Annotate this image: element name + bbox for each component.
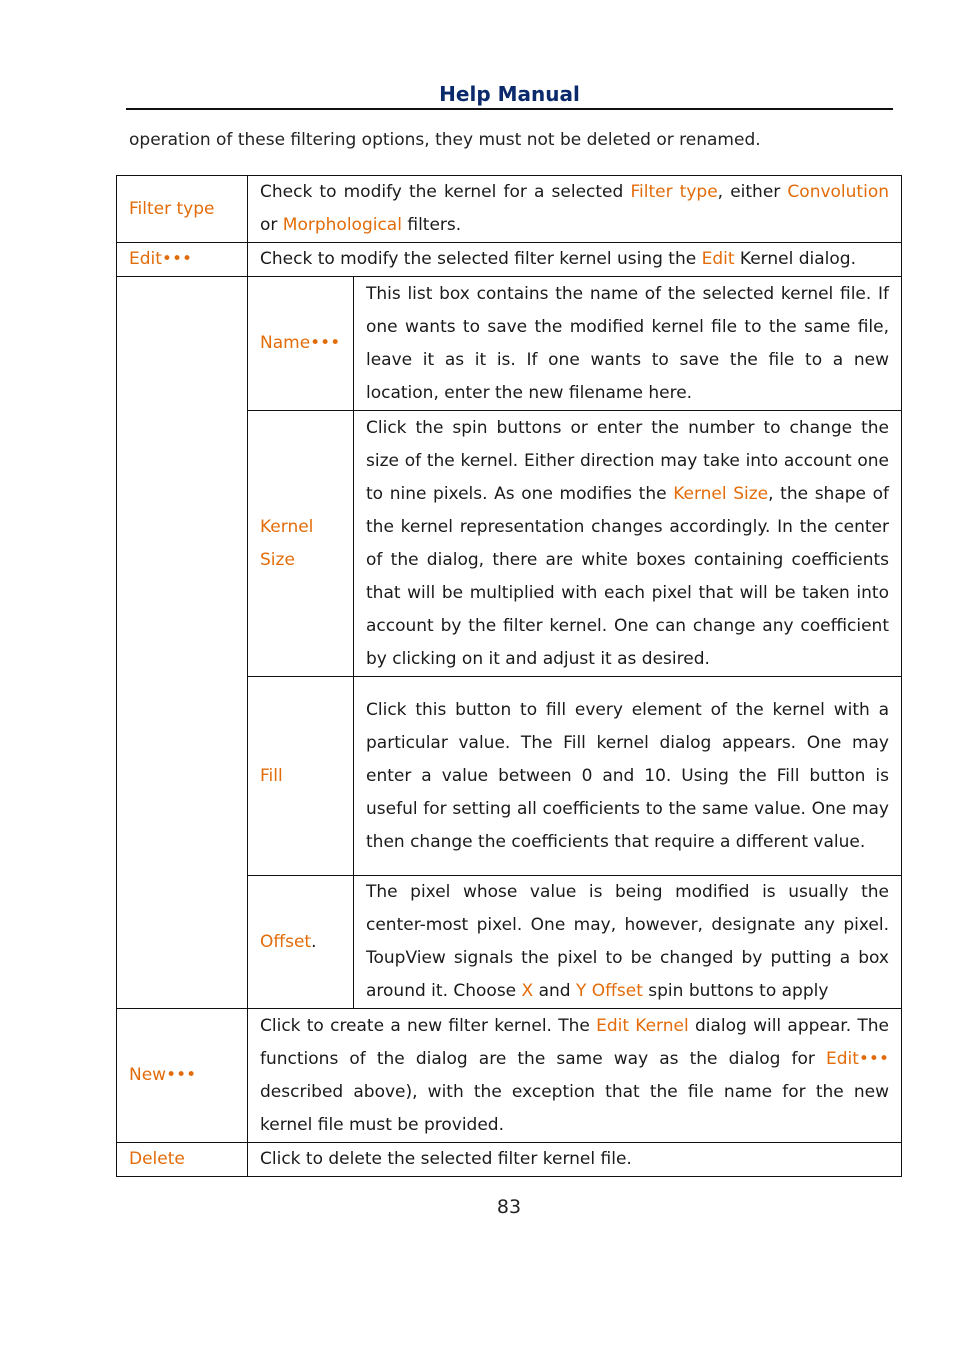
page-header-title: Help Manual bbox=[439, 82, 580, 106]
table-row-name bbox=[117, 277, 902, 411]
term-kernel-size: Kernel Size bbox=[248, 411, 354, 677]
desc-kernel-size: Click the spin buttons or enter the number to change the size of the kernel. Either direction may take into account one to nine pixels. As one modifies the Kernel Size, the shape of the kernel representation changes accordingly. In the center of the dialog, there are white boxes containing coefficients that will be multiplied with each pixel that will be taken into account by the filter kernel. One can change any coefficient by clicking on it and adjust it as desired. bbox=[354, 411, 902, 677]
term-fill: Fill bbox=[248, 677, 354, 876]
table-row-delete bbox=[117, 1143, 902, 1177]
link-kernel-size: Kernel Size bbox=[673, 483, 769, 504]
intro-paragraph: operation of these filtering options, they must not be deleted or renamed. bbox=[129, 130, 761, 150]
desc-delete: Click to delete the selected filter kernel file. bbox=[248, 1143, 902, 1177]
term-new: New••• bbox=[117, 1009, 248, 1143]
table-row-filter-type bbox=[117, 176, 902, 243]
desc-new: Click to create a new filter kernel. The Edit Kernel dialog will appear. The functions of the dialog are the same way as the dialog for Edit••• described above), with the exception that the file name for the new kernel file must be provided. bbox=[248, 1009, 902, 1143]
header-divider bbox=[126, 108, 893, 110]
link-edit: Edit bbox=[701, 249, 735, 269]
link-edit-dots: Edit••• bbox=[825, 1048, 889, 1069]
link-y-offset: Y Offset bbox=[576, 981, 643, 1001]
table-row-new bbox=[117, 1009, 902, 1143]
term-delete: Delete bbox=[117, 1143, 248, 1177]
kernel-options-table bbox=[116, 175, 902, 1177]
desc-offset: The pixel whose value is being modified is usually the center-most pixel. One may, however, designate any pixel. ToupView signals the pixel to be changed by putting a box around it. Choose X and Y Offset spin buttons to apply bbox=[354, 876, 902, 1009]
link-convolution: Convolution bbox=[787, 182, 889, 202]
page-number: 83 bbox=[496, 1196, 522, 1218]
edit-suboptions-spacer bbox=[117, 277, 248, 1009]
desc-fill: Click this button to fill every element of the kernel with a particular value. The Fill kernel dialog appears. One may enter a value between 0 and 10. Using the Fill button is useful for setting all coefficients to the same value. One may then change the coefficients that require a different value. bbox=[354, 677, 902, 876]
term-offset: Offset. bbox=[248, 876, 354, 1009]
link-edit-kernel: Edit Kernel bbox=[596, 1015, 689, 1036]
link-x: X bbox=[521, 981, 534, 1001]
term-name: Name••• bbox=[248, 277, 354, 411]
link-filter-type: Filter type bbox=[630, 182, 718, 202]
desc-name: This list box contains the name of the selected kernel file. If one wants to save the modified kernel file to the same file, leave it as it is. If one wants to save the file to a new location, enter the new filename here. bbox=[354, 277, 902, 411]
desc-edit: Check to modify the selected filter kernel using the Edit Kernel dialog. bbox=[248, 243, 902, 277]
table-row-edit bbox=[117, 243, 902, 277]
term-filter-type: Filter type bbox=[117, 176, 248, 243]
desc-filter-type: Check to modify the kernel for a selected Filter type, either Convolution or Morphological filters. bbox=[248, 176, 902, 243]
term-edit: Edit••• bbox=[117, 243, 248, 277]
link-morphological: Morphological bbox=[282, 215, 402, 235]
